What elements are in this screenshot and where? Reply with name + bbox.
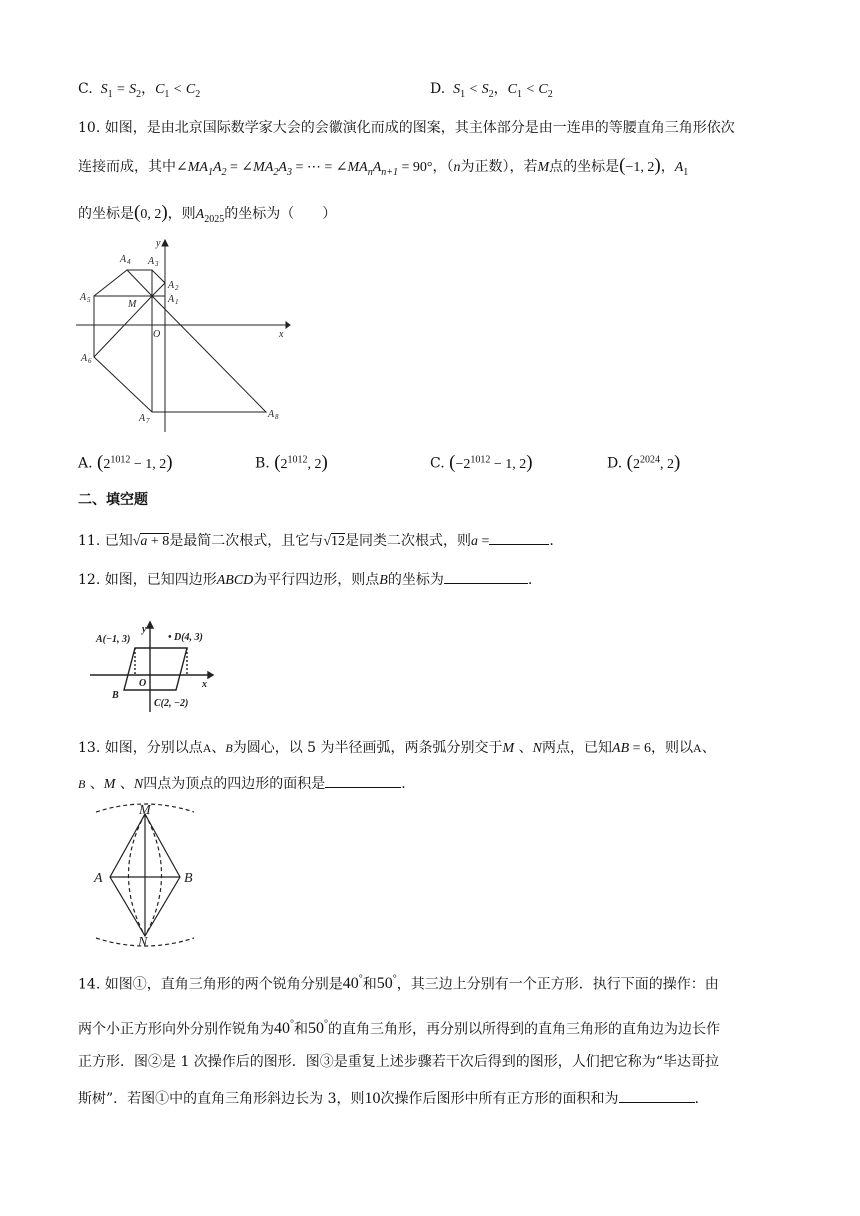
svg-text:7: 7 — [146, 417, 150, 425]
q13-line1: 13. 如图，分别以点A、B为圆心，以 5 为半径画弧，两条弧分别交于M 、N两点，已知AB = 6，则以A、 — [78, 740, 716, 756]
svg-text:y: y — [142, 624, 147, 635]
svg-text:O: O — [139, 678, 147, 689]
svg-text:B: B — [184, 871, 193, 886]
svg-text:A: A — [268, 409, 275, 420]
q10-angle-expr: $\angle MA_1A_2$ = $\angle MA_2A_3$ = ⋯ = $\angle MA_nA_{n+1} = 90^\circ$ — [176, 160, 433, 178]
q10-option-b[interactable]: B. ($2^{1012}$, 2) — [255, 451, 328, 473]
q12-answer-blank[interactable] — [444, 569, 528, 584]
svg-text:4: 4 — [127, 258, 131, 266]
q13-figure — [88, 802, 208, 948]
svg-text:2: 2 — [175, 284, 179, 292]
svg-text:x: x — [202, 679, 207, 690]
q11-answer-blank[interactable] — [489, 530, 549, 545]
q12: 12. 如图，已知四边形ABCD为平行四边形，则点B的坐标为 . — [78, 569, 532, 591]
svg-text:5: 5 — [87, 296, 91, 304]
sqrt-12: √12 — [323, 534, 345, 549]
svg-text:y: y — [156, 238, 161, 249]
q14-line3: 正方形．图②是 1 次操作后的图形．图③是重复上述步骤若干次后得到的图形，人们把它称为“毕达哥拉 — [78, 1054, 719, 1070]
svg-text:A: A — [148, 256, 155, 267]
sqrt-a-plus-8: √a + 8 — [132, 534, 170, 549]
svg-text:O: O — [153, 329, 161, 340]
q9-option-c[interactable]: C. $S_1 = S_2$，$C_1 < C_2$ — [78, 81, 201, 100]
svg-text:M: M — [139, 803, 151, 818]
arc-right — [145, 814, 162, 936]
q14-line2: 两个小正方形向外分别作锐角为40°和50°的直角三角形，再分别以所得到的直角三角形的直角边为边长作 — [78, 1019, 720, 1038]
q9-option-c-math: $S_1 = S_2$，$C_1 < C_2$ — [97, 82, 201, 100]
svg-text:3: 3 — [155, 260, 159, 268]
q10-option-a[interactable]: A. ($2^{1012} - 1$, 2) — [78, 451, 173, 473]
q9-option-d[interactable]: D. $S_1 < S_2$，$C_1 < C_2$ — [430, 81, 553, 100]
q13-answer-blank[interactable] — [325, 773, 401, 788]
svg-text:A: A — [139, 413, 146, 424]
svg-text:A(−1, 3): A(−1, 3) — [96, 634, 131, 645]
svg-text:A: A — [80, 292, 87, 303]
q10-option-c[interactable]: C. ($-2^{1012} - 1$, 2) — [430, 451, 533, 473]
q14-line1: 14. 如图①，直角三角形的两个锐角分别是40°和50°，其三边上分别有一个正方形．执行下面的操作：由 — [78, 974, 719, 993]
q10-line3: 的坐标是(0, 2)，则$A_{2025}$的坐标为（ ） — [78, 202, 337, 225]
q11: 11. 已知√a + 8是最简二次根式，且它与√12是同类二次根式，则a = . — [78, 530, 554, 552]
svg-text:C(2, −2): C(2, −2) — [154, 698, 189, 709]
svg-text:8: 8 — [275, 413, 279, 421]
q10-m-coord: (−1, 2) — [619, 155, 661, 176]
q12-figure — [86, 620, 218, 712]
svg-text:A: A — [168, 294, 175, 305]
q10-line1: 10. 如图，是由北京国际数学家大会的会徽演化而成的图案，其主体部分是由一连串的等腰直角三角形依次 — [78, 120, 735, 136]
parallelogram — [124, 648, 187, 690]
svg-text:x: x — [279, 329, 284, 340]
section-title: 二、填空题 — [78, 492, 148, 508]
q10-a1-coord: (0, 2) — [134, 202, 168, 223]
q13-line2: B 、M 、N四点为顶点的四边形的面积是 . — [78, 773, 406, 795]
q14-answer-blank[interactable] — [619, 1088, 695, 1103]
q14-line4: 斯树”．若图①中的直角三角形斜边长为 3，则10次操作后图形中所有正方形的面积和为 . — [78, 1090, 699, 1107]
q10-line2: 连接而成，其中$\angle MA_1A_2$ = $\angle MA_2A_3$ = ⋯ = $\angle MA_nA_{n+1} = 90^\circ$，（n为正数），若M点的坐标是(−1, 2)，$A_1$ — [78, 155, 689, 178]
svg-text:N: N — [138, 935, 148, 948]
q9-option-d-math: $S_1 < S_2$，$C_1 < C_2$ — [449, 82, 553, 100]
svg-text:6: 6 — [88, 357, 92, 365]
svg-text:A: A — [168, 280, 175, 291]
svg-text:A: A — [81, 353, 88, 364]
y-axis-arrow — [162, 240, 168, 246]
q10-figure — [76, 236, 291, 432]
svg-text:A: A — [120, 254, 127, 265]
svg-text:• D(4, 3): • D(4, 3) — [168, 632, 203, 643]
svg-text:B: B — [112, 690, 119, 701]
arc-left — [129, 814, 146, 936]
x-axis-arrow — [286, 322, 290, 328]
svg-text:M: M — [128, 299, 137, 310]
svg-text:1: 1 — [175, 298, 179, 306]
svg-text:A: A — [94, 871, 103, 886]
q10-option-d[interactable]: D. ($2^{2024}$, 2) — [607, 451, 681, 473]
